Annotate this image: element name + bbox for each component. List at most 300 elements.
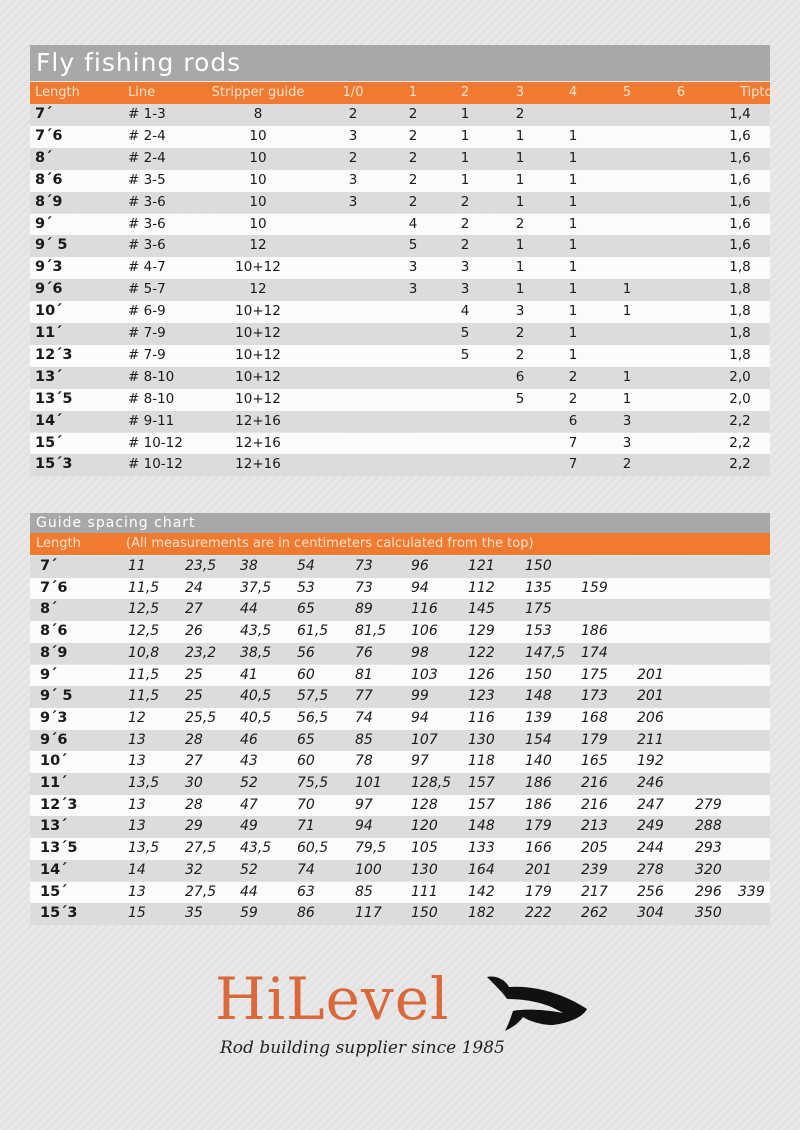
- table-cell: 2: [408, 171, 418, 188]
- table-cell: 4: [408, 215, 418, 232]
- table-row: [30, 751, 770, 773]
- table-row: [30, 126, 770, 148]
- length-cell: 13´: [35, 368, 63, 385]
- table-row: [30, 686, 770, 708]
- spacing-cell: 150: [525, 666, 552, 683]
- spacing-cell: 133: [468, 840, 495, 857]
- length-cell: 11´: [40, 775, 68, 791]
- header-length: Length: [36, 536, 81, 551]
- table-cell: # 10-12: [128, 456, 183, 473]
- spacing-cell: 201: [637, 666, 664, 683]
- table-row: [30, 389, 770, 411]
- hilevel-logo: [215, 965, 595, 1075]
- spacing-cell: 100: [355, 861, 382, 878]
- table-cell: 3: [408, 259, 418, 276]
- spacing-cell: 24: [185, 579, 203, 596]
- spacing-cell: 157: [468, 775, 495, 791]
- spacing-cell: 213: [581, 818, 608, 835]
- length-cell: 9´ 5: [40, 688, 73, 705]
- table-cell: 1: [568, 171, 578, 188]
- spacing-cell: 57,5: [297, 688, 329, 705]
- table-cell: 12+16: [235, 434, 281, 451]
- spacing-cell: 38: [240, 558, 258, 574]
- table-row: [30, 773, 770, 795]
- table-cell: 2: [408, 193, 418, 210]
- spacing-cell: 150: [525, 558, 552, 574]
- table-row: [30, 795, 770, 817]
- spacing-cell: 60,5: [297, 840, 329, 857]
- spacing-cell: 130: [468, 731, 495, 748]
- spacing-cell: 296: [695, 883, 722, 900]
- table-cell: 1: [460, 149, 470, 166]
- table-cell: 6: [515, 368, 525, 385]
- spacing-cell: 74: [355, 709, 373, 726]
- spacing-cell: 65: [297, 601, 315, 618]
- column-header: Tiptop: [740, 85, 781, 100]
- spacing-cell: 85: [355, 883, 373, 900]
- spacing-cell: 32: [185, 861, 203, 878]
- spacing-cell: 28: [185, 796, 203, 813]
- spacing-cell: 99: [411, 688, 429, 705]
- table-cell: 2: [515, 346, 525, 363]
- table-cell: # 8-10: [128, 390, 175, 407]
- table-cell: 7: [568, 434, 578, 451]
- spacing-cell: 94: [355, 818, 373, 835]
- table-row: [30, 708, 770, 730]
- logo-tagline: Rod building supplier since 1985: [220, 1038, 505, 1058]
- table-cell: 1: [622, 303, 632, 320]
- length-cell: 15´3: [40, 905, 78, 922]
- spacing-cell: 150: [411, 905, 438, 922]
- table-cell: 2,2: [729, 456, 751, 473]
- table-cell: 10+12: [235, 325, 281, 341]
- table-cell: 1,8: [729, 281, 751, 298]
- spacing-cell: 26: [185, 623, 203, 640]
- spacing-cell: 103: [411, 666, 438, 683]
- logo-brand: HiLevel: [215, 965, 450, 1033]
- length-cell: 12´3: [40, 796, 78, 813]
- table-cell: # 5-7: [128, 281, 166, 298]
- table-row: [30, 838, 770, 860]
- table-cell: 12+16: [235, 456, 281, 473]
- spacing-cell: 123: [468, 688, 495, 705]
- spacing-cell: 43,5: [240, 623, 272, 640]
- length-cell: 9´6: [40, 731, 68, 748]
- length-cell: 7´6: [40, 579, 68, 596]
- spacing-cell: 73: [355, 558, 373, 574]
- spacing-cell: 78: [355, 753, 373, 770]
- table-row: [30, 235, 770, 257]
- table-cell: 3: [622, 434, 632, 451]
- spacing-cell: 44: [240, 883, 258, 900]
- spacing-cell: 117: [355, 905, 382, 922]
- table-cell: 2: [408, 106, 418, 122]
- column-header: 4: [568, 85, 578, 100]
- column-header: Stripper guide: [211, 85, 305, 100]
- spacing-cell: 179: [525, 883, 552, 900]
- table-cell: 2: [460, 193, 470, 210]
- spacing-cell: 85: [355, 731, 373, 748]
- spacing-cell: 13: [128, 883, 146, 900]
- table-cell: # 2-4: [128, 149, 166, 166]
- spacing-cell: 27,5: [185, 840, 217, 857]
- spacing-cell: 186: [525, 796, 552, 813]
- table-row: [30, 148, 770, 170]
- spacing-cell: 130: [411, 861, 438, 878]
- table-cell: 2,2: [729, 412, 751, 429]
- length-cell: 8´: [35, 149, 53, 166]
- spacing-cell: 59: [240, 905, 258, 922]
- spacing-cell: 86: [297, 905, 315, 922]
- table-row: [30, 665, 770, 687]
- table-cell: 2: [460, 215, 470, 232]
- table-cell: 1,4: [729, 106, 751, 122]
- spacing-cell: 159: [581, 579, 608, 596]
- spacing-cell: 35: [185, 905, 203, 922]
- table-cell: 10+12: [235, 259, 281, 276]
- spacing-cell: 28: [185, 731, 203, 748]
- table-cell: 2: [408, 127, 418, 144]
- table-cell: 6: [568, 412, 578, 429]
- table-cell: 3: [348, 127, 358, 144]
- table-cell: 10: [249, 193, 267, 210]
- spacing-cell: 25: [185, 688, 203, 705]
- length-cell: 7´: [35, 106, 53, 122]
- table-cell: 1: [515, 259, 525, 276]
- table-cell: 5: [460, 346, 470, 363]
- table-cell: 1,8: [729, 325, 751, 341]
- spacing-cell: 25: [185, 666, 203, 683]
- spacing-cell: 216: [581, 796, 608, 813]
- spacing-cell: 206: [637, 709, 664, 726]
- table-cell: 2,2: [729, 434, 751, 451]
- table-cell: 2: [568, 390, 578, 407]
- spacing-cell: 97: [355, 796, 373, 813]
- spacing-cell: 111: [411, 883, 438, 900]
- length-cell: 15´3: [35, 456, 73, 473]
- spacing-cell: 205: [581, 840, 608, 857]
- spacing-cell: 15: [128, 905, 146, 922]
- length-cell: 8´9: [35, 193, 63, 210]
- spacing-cell: 11,5: [128, 666, 160, 683]
- spacing-cell: 186: [525, 775, 552, 791]
- table-cell: 1: [568, 259, 578, 276]
- spacing-cell: 71: [297, 818, 315, 835]
- spacing-cell: 11,5: [128, 579, 160, 596]
- spacing-cell: 44: [240, 601, 258, 618]
- table-cell: 1: [622, 368, 632, 385]
- spacing-cell: 41: [240, 666, 258, 683]
- table-row: [30, 599, 770, 621]
- table-cell: 1: [515, 281, 525, 298]
- table-row: [30, 578, 770, 600]
- table-cell: # 4-7: [128, 259, 166, 276]
- table-cell: # 8-10: [128, 368, 175, 385]
- spacing-cell: 239: [581, 861, 608, 878]
- table-cell: 2,0: [729, 368, 751, 385]
- spacing-cell: 157: [468, 796, 495, 813]
- length-cell: 9´: [35, 215, 53, 232]
- table-cell: 10+12: [235, 368, 281, 385]
- length-cell: 8´6: [35, 171, 63, 188]
- length-cell: 9´: [40, 666, 58, 683]
- spacing-cell: 47: [240, 796, 258, 813]
- spacing-cell: 60: [297, 666, 315, 683]
- length-cell: 8´9: [40, 644, 68, 661]
- length-cell: 8´: [40, 601, 58, 618]
- spacing-cell: 29: [185, 818, 203, 835]
- spacing-cell: 11: [128, 558, 146, 574]
- length-cell: 9´3: [40, 709, 68, 726]
- table-cell: 1: [568, 281, 578, 298]
- spacing-cell: 174: [581, 644, 608, 661]
- spacing-cell: 122: [468, 644, 495, 661]
- spacing-cell: 76: [355, 644, 373, 661]
- spacing-cell: 46: [240, 731, 258, 748]
- spacing-cell: 65: [297, 731, 315, 748]
- table-cell: 7: [568, 456, 578, 473]
- table-cell: 10: [249, 171, 267, 188]
- table-cell: 3: [348, 193, 358, 210]
- table-cell: 5: [460, 325, 470, 341]
- rods-table-header: [30, 82, 781, 104]
- table-cell: 12: [249, 237, 267, 254]
- table-cell: 3: [348, 171, 358, 188]
- spacing-cell: 105: [411, 840, 438, 857]
- table-cell: 1: [460, 106, 470, 122]
- spacing-cell: 128,5: [411, 775, 452, 791]
- table-cell: 1: [568, 193, 578, 210]
- spacing-cell: 81: [355, 666, 373, 683]
- table-cell: 2: [348, 149, 358, 166]
- spacing-cell: 53: [297, 579, 315, 596]
- table-cell: # 3-6: [128, 193, 166, 210]
- table-cell: 1,8: [729, 303, 751, 320]
- table-cell: 1: [515, 149, 525, 166]
- table-row: [30, 192, 770, 214]
- fish-icon: [483, 973, 593, 1035]
- table-cell: 3: [460, 281, 470, 298]
- spacing-cell: 304: [637, 905, 664, 922]
- table-cell: 1: [568, 127, 578, 144]
- spacing-cell: 217: [581, 883, 608, 900]
- spacing-cell: 27,5: [185, 883, 217, 900]
- spacing-cell: 164: [468, 861, 495, 878]
- spacing-cell: 13: [128, 796, 146, 813]
- table-row: [30, 643, 770, 665]
- spacing-cell: 63: [297, 883, 315, 900]
- table-cell: 1,6: [729, 193, 751, 210]
- spacing-cell: 52: [240, 775, 258, 791]
- spacing-cell: 142: [468, 883, 495, 900]
- table-cell: 10: [249, 215, 267, 232]
- length-cell: 15´: [35, 434, 63, 451]
- spacing-cell: 121: [468, 558, 495, 574]
- table-row: [30, 279, 770, 301]
- spacing-cell: 148: [525, 688, 552, 705]
- spacing-cell: 49: [240, 818, 258, 835]
- column-header: 3: [515, 85, 525, 100]
- spacing-cell: 23,2: [185, 644, 217, 661]
- table-row: [30, 323, 770, 345]
- spacing-cell: 168: [581, 709, 608, 726]
- spacing-cell: 70: [297, 796, 315, 813]
- table-cell: # 2-4: [128, 127, 166, 144]
- spacing-cell: 279: [695, 796, 722, 813]
- length-cell: 10´: [40, 753, 68, 770]
- table-cell: 1: [568, 149, 578, 166]
- length-cell: 9´ 5: [35, 237, 68, 254]
- length-cell: 13´: [40, 818, 68, 835]
- spacing-cell: 179: [525, 818, 552, 835]
- spacing-cell: 247: [637, 796, 664, 813]
- column-header: 2: [460, 85, 470, 100]
- table-cell: 2: [622, 456, 632, 473]
- spacing-cell: 37,5: [240, 579, 272, 596]
- length-cell: 11´: [35, 325, 63, 341]
- table-cell: 8: [253, 106, 263, 122]
- spacing-table-header: [30, 533, 770, 555]
- spacing-cell: 79,5: [355, 840, 387, 857]
- table-row: [30, 104, 770, 126]
- spacing-cell: 175: [525, 601, 552, 618]
- spacing-cell: 128: [411, 796, 438, 813]
- table-cell: 1,6: [729, 127, 751, 144]
- spacing-cell: 222: [525, 905, 552, 922]
- spacing-cell: 13: [128, 753, 146, 770]
- spacing-cell: 139: [525, 709, 552, 726]
- table-cell: 1,6: [729, 171, 751, 188]
- table-row: [30, 454, 770, 476]
- table-cell: 2: [460, 237, 470, 254]
- table-cell: 1: [568, 303, 578, 320]
- spacing-cell: 126: [468, 666, 495, 683]
- spacing-cell: 38,5: [240, 644, 272, 661]
- table-cell: 2: [515, 106, 525, 122]
- table-cell: 1: [515, 237, 525, 254]
- table-cell: 10+12: [235, 303, 281, 320]
- column-header: 6: [676, 85, 686, 100]
- spacing-cell: 27: [185, 601, 203, 618]
- spacing-cell: 116: [411, 601, 438, 618]
- table-cell: 10+12: [235, 390, 281, 407]
- column-header: 1/0: [342, 85, 364, 100]
- spacing-cell: 61,5: [297, 623, 329, 640]
- spacing-cell: 182: [468, 905, 495, 922]
- spacing-cell: 179: [581, 731, 608, 748]
- table-cell: 10+12: [235, 346, 281, 363]
- spacing-cell: 140: [525, 753, 552, 770]
- table-cell: 1: [568, 237, 578, 254]
- table-cell: 3: [460, 259, 470, 276]
- table-cell: # 7-9: [128, 325, 166, 341]
- spacing-cell: 288: [695, 818, 722, 835]
- length-cell: 13´5: [35, 390, 73, 407]
- table-cell: 3: [515, 303, 525, 320]
- spacing-cell: 30: [185, 775, 203, 791]
- spacing-cell: 350: [695, 905, 722, 922]
- table-cell: # 1-3: [128, 106, 166, 122]
- spacing-cell: 60: [297, 753, 315, 770]
- table-row: [30, 730, 770, 752]
- spacing-cell: 12,5: [128, 601, 160, 618]
- table-cell: # 9-11: [128, 412, 175, 429]
- spacing-cell: 201: [525, 861, 552, 878]
- table-row: [30, 433, 770, 455]
- spacing-cell: 94: [411, 579, 429, 596]
- spacing-cell: 153: [525, 623, 552, 640]
- table-cell: 1: [460, 171, 470, 188]
- spacing-cell: 40,5: [240, 688, 272, 705]
- table-row: [30, 301, 770, 323]
- spacing-cell: 13,5: [128, 840, 160, 857]
- spacing-cell: 52: [240, 861, 258, 878]
- table-cell: 1: [460, 127, 470, 144]
- table-cell: # 6-9: [128, 303, 166, 320]
- spacing-cell: 27: [185, 753, 203, 770]
- spacing-cell: 98: [411, 644, 429, 661]
- table-cell: 10: [249, 127, 267, 144]
- spacing-cell: 154: [525, 731, 552, 748]
- table-cell: 5: [515, 390, 525, 407]
- table-cell: 2: [568, 368, 578, 385]
- spacing-cell: 186: [581, 623, 608, 640]
- spacing-cell: 118: [468, 753, 495, 770]
- length-cell: 10´: [35, 303, 63, 320]
- spacing-cell: 175: [581, 666, 608, 683]
- table-row: [30, 882, 770, 904]
- spacing-cell: 43,5: [240, 840, 272, 857]
- table-row: [30, 257, 770, 279]
- table-cell: 3: [408, 281, 418, 298]
- spacing-cell: 56,5: [297, 709, 329, 726]
- length-cell: 7´: [40, 558, 58, 574]
- spacing-cell: 96: [411, 558, 429, 574]
- spacing-cell: 56: [297, 644, 315, 661]
- spacing-cell: 135: [525, 579, 552, 596]
- length-cell: 7´6: [35, 127, 63, 144]
- spacing-cell: 107: [411, 731, 438, 748]
- spacing-cell: 12: [128, 709, 146, 726]
- spacing-cell: 74: [297, 861, 315, 878]
- table-cell: 1: [622, 281, 632, 298]
- table-cell: # 3-6: [128, 237, 166, 254]
- table-cell: 1,8: [729, 259, 751, 276]
- header-note: (All measurements are in centimeters calculated from the top): [126, 536, 534, 551]
- length-cell: 14´: [40, 861, 68, 878]
- table-cell: # 3-5: [128, 171, 166, 188]
- table-row: [30, 860, 770, 882]
- table-row: [30, 411, 770, 433]
- spacing-cell: 249: [637, 818, 664, 835]
- length-cell: 9´3: [35, 259, 63, 276]
- spacing-table-title: Guide spacing chart: [30, 513, 770, 533]
- spacing-cell: 201: [637, 688, 664, 705]
- spacing-cell: 173: [581, 688, 608, 705]
- table-row: [30, 621, 770, 643]
- table-row: [30, 816, 770, 838]
- column-header: 5: [622, 85, 632, 100]
- spacing-cell: 192: [637, 753, 664, 770]
- spacing-cell: 320: [695, 861, 722, 878]
- spacing-cell: 278: [637, 861, 664, 878]
- table-cell: 3: [622, 412, 632, 429]
- table-cell: # 10-12: [128, 434, 183, 451]
- spacing-cell: 11,5: [128, 688, 160, 705]
- table-cell: 1: [568, 346, 578, 363]
- spacing-cell: 262: [581, 905, 608, 922]
- spacing-cell: 94: [411, 709, 429, 726]
